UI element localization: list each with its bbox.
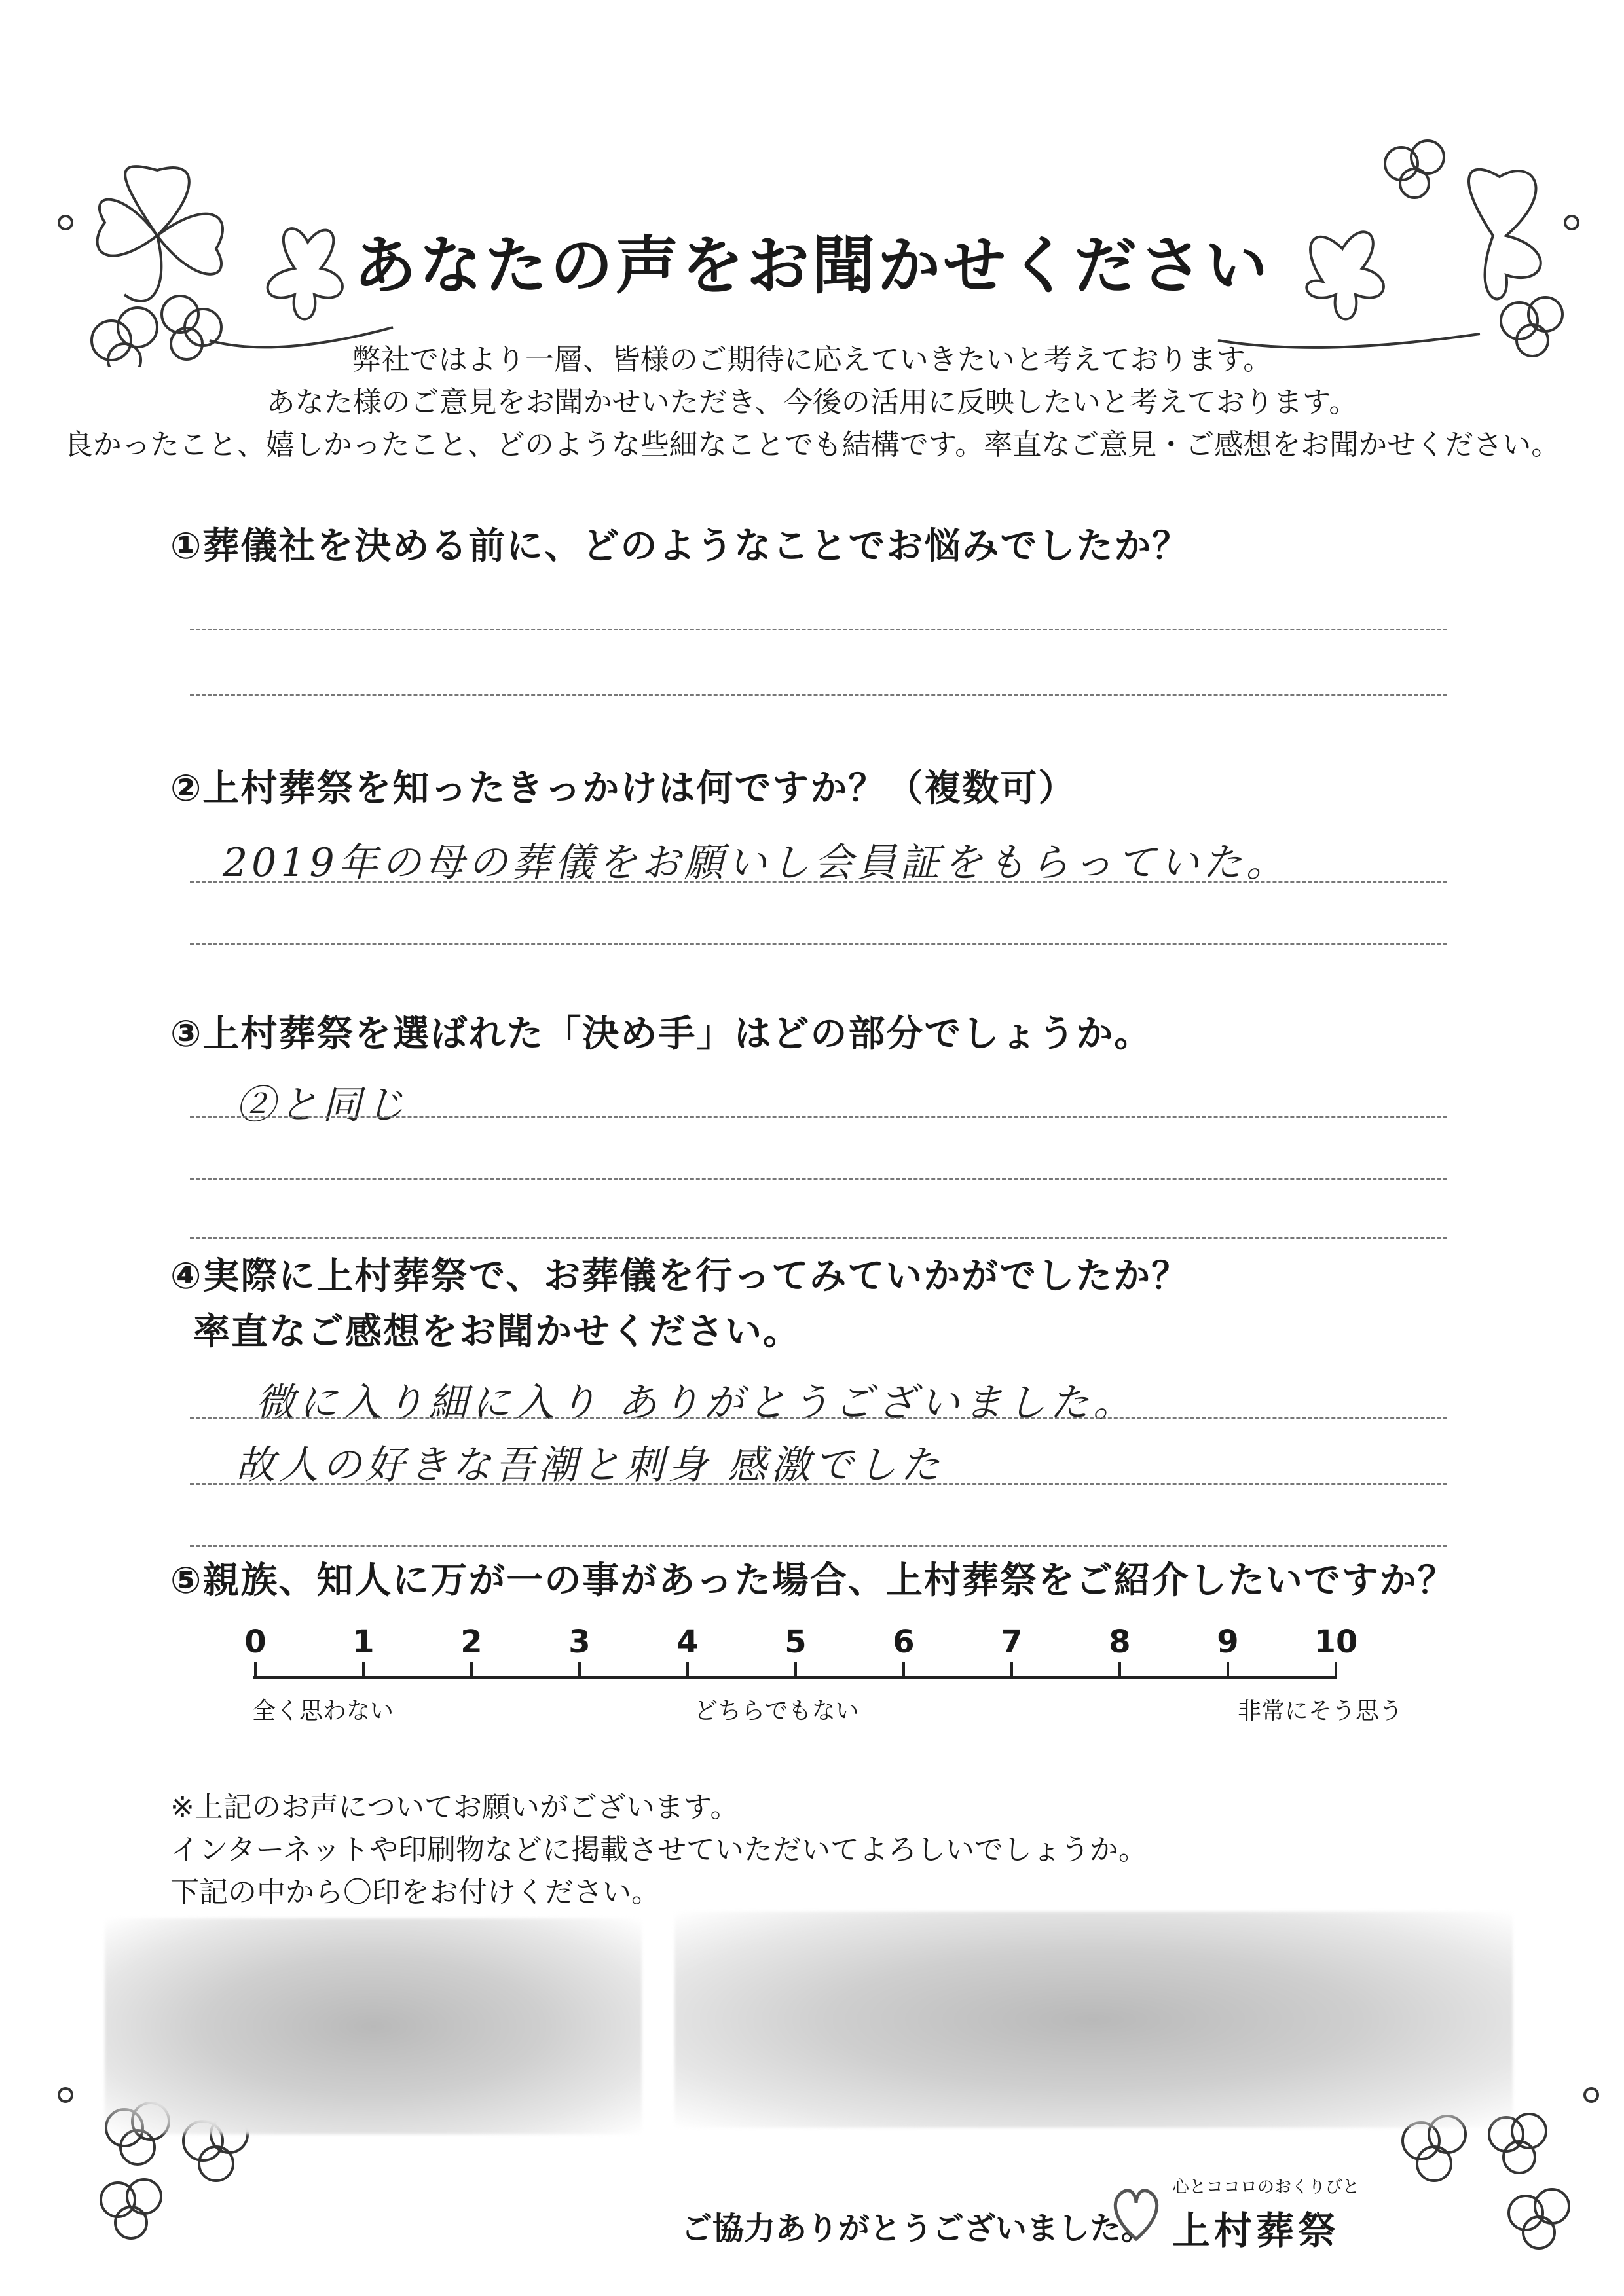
scale-number-6: 6	[893, 1624, 915, 1660]
scale-number-9: 9	[1217, 1624, 1239, 1660]
scale-label-high: 非常にそう思う	[1238, 1698, 1403, 1724]
intro-line-2: あなた様のご意見をお聞かせいただき、今後の活用に反映したいと考えております。	[266, 386, 1358, 419]
answer-line	[190, 694, 1447, 696]
scale-number-3: 3	[568, 1624, 591, 1660]
scale-number-10: 10	[1314, 1624, 1358, 1660]
question-4-subtitle: 率直なご感想をお聞かせください。	[193, 1311, 801, 1353]
scale-tick	[470, 1662, 473, 1679]
answer-line	[190, 1178, 1447, 1180]
scale-label-low: 全く思わない	[252, 1698, 394, 1724]
answer-4-handwriting-line-2: 故人の好きな吾潮と刺身 感激でした	[236, 1442, 944, 1488]
scale-number-7: 7	[1001, 1624, 1023, 1660]
scale-label-mid: どちらでもない	[694, 1698, 859, 1724]
scale-number-0: 0	[244, 1624, 267, 1660]
intro-line-3: 良かったこと、嬉しかったこと、どのような些細なことでも結構です。率直なご意見・ご感想をお聞かせください。	[64, 428, 1560, 462]
scale-number-8: 8	[1109, 1624, 1131, 1660]
scale-number-1: 1	[352, 1624, 375, 1660]
answer-line	[190, 943, 1447, 945]
scale-tick	[1010, 1662, 1013, 1679]
answer-line	[190, 881, 1447, 883]
scale-tick	[1227, 1662, 1229, 1679]
logo-name: 上村葬祭	[1172, 2208, 1340, 2253]
question-3: ③上村葬祭を選ばれた「決め手」はどの部分でしょうか。	[170, 1013, 1153, 1055]
redacted-area-right	[674, 1912, 1513, 2128]
notice-line-3: 下記の中から〇印をお付けください。	[170, 1876, 660, 1909]
heart-logo-icon	[1107, 2180, 1166, 2246]
answer-2-handwriting: 2019年の母の葬儀をお願いし会員証をもらっていた。	[223, 840, 1289, 886]
scale-number-2: 2	[460, 1624, 483, 1660]
scale-tick	[1118, 1662, 1121, 1679]
scale-tick	[362, 1662, 365, 1679]
question-1: ①葬儀社を決める前に、どのようなことでお悩みでしたか？	[170, 525, 1190, 568]
redacted-area-left	[105, 1918, 642, 2134]
answer-line	[190, 1545, 1447, 1547]
scale-tick	[578, 1662, 581, 1679]
question-2: ②上村葬祭を知ったきっかけは何ですか？（複数可）	[170, 767, 1077, 810]
scale-tick	[902, 1662, 905, 1679]
answer-line	[190, 1483, 1447, 1485]
answer-line	[190, 1237, 1447, 1239]
question-5: ⑤親族、知人に万が一の事があった場合、上村葬祭をご紹介したいですか？	[170, 1559, 1456, 1602]
notice-line-1: ※上記のお声についてお願いがございます。	[170, 1791, 739, 1824]
intro-line-1: 弊社ではより一層、皆様のご期待に応えていきたいと考えております。	[352, 343, 1272, 376]
rating-scale-axis	[253, 1676, 1337, 1679]
scale-tick	[686, 1662, 689, 1679]
scale-tick	[254, 1662, 257, 1679]
thanks-text: ご協力ありがとうございました。	[681, 2210, 1153, 2247]
logo-tagline: 心とココロのおくりびと	[1172, 2178, 1360, 2197]
answer-line	[190, 1417, 1447, 1419]
scale-number-5: 5	[784, 1624, 807, 1660]
question-4: ④実際に上村葬祭で、お葬儀を行ってみていかがでしたか？	[170, 1255, 1190, 1298]
scale-tick	[1335, 1662, 1337, 1679]
scale-tick	[794, 1662, 797, 1679]
answer-line	[190, 629, 1447, 630]
scale-number-4: 4	[676, 1624, 699, 1660]
page-title: あなたの声をお聞かせください	[354, 229, 1270, 302]
answer-3-handwriting: ②と同じ	[236, 1082, 409, 1128]
answer-line	[190, 1116, 1447, 1118]
answer-4-handwriting-line-1: 微に入り細に入り ありがとうございました。	[255, 1380, 1137, 1426]
notice-line-2: インターネットや印刷物などに掲載させていただいてよろしいでしょうか。	[170, 1833, 1148, 1867]
